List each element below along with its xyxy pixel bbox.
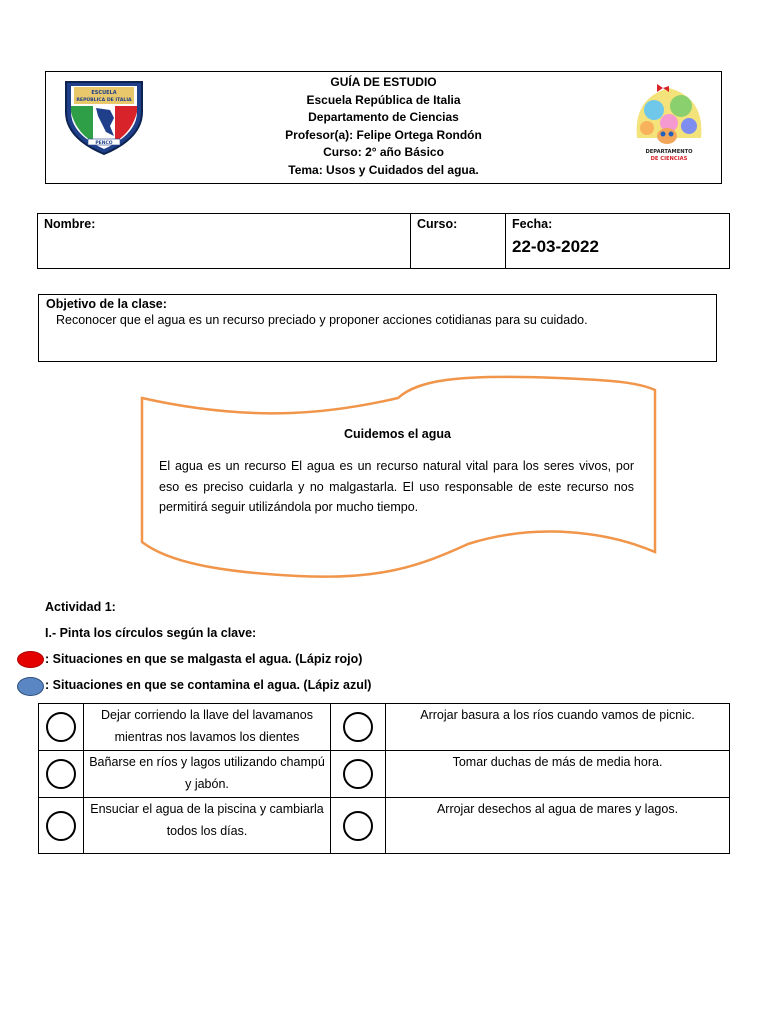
header-box (45, 71, 722, 184)
red-key-swatch (17, 651, 44, 668)
activity-title: Actividad 1: (45, 600, 116, 614)
objective-title: Objetivo de la clase: (46, 297, 167, 311)
table-row (39, 704, 730, 751)
name-cell[interactable] (38, 214, 411, 268)
blue-key-swatch (17, 677, 44, 696)
situation-text: Arrojar desechos al agua de mares y lagos. (386, 798, 730, 854)
paint-circle[interactable] (46, 712, 76, 742)
table-row (39, 751, 730, 798)
course-cell[interactable] (411, 214, 506, 268)
date-value: 22-03-2022 (512, 237, 599, 256)
dept-logo-caption-2: DE CIENCIAS (650, 156, 688, 162)
crest-bottom-text: PENCO (95, 141, 113, 146)
circle-cell[interactable] (39, 704, 84, 751)
situation-text: Bañarse en ríos y lagos utilizando champú y jabón. (84, 751, 331, 798)
situation-text: Dejar corriendo la llave del lavamanos mientras nos lavamos los dientes (84, 704, 331, 751)
crest-top-text: ESCUELA (91, 90, 117, 96)
paint-circle[interactable] (46, 811, 76, 841)
situation-text: Arrojar basura a los ríos cuando vamos de picnic. (386, 704, 730, 751)
paint-circle[interactable] (343, 811, 373, 841)
school-crest-logo (56, 76, 152, 156)
header-department: Departamento de Ciencias (308, 110, 459, 124)
objective-text: Reconocer que el agua es un recurso preciado y proponer acciones cotidianas para su cuidado. (56, 313, 588, 327)
scroll-title: Cuidemos el agua (344, 427, 451, 441)
circle-cell[interactable] (331, 798, 386, 854)
paint-circle[interactable] (343, 712, 373, 742)
situation-text: Tomar duchas de más de media hora. (386, 751, 730, 798)
table-row (39, 798, 730, 854)
header-teacher: Profesor(a): Felipe Ortega Rondón (285, 127, 482, 142)
header-course: Curso: 2° año Básico (323, 145, 444, 159)
situation-text: Ensuciar el agua de la piscina y cambiarla todos los días. (84, 798, 331, 854)
header-topic: Tema: Usos y Cuidados del agua. (288, 162, 479, 177)
dept-logo-caption-1: DEPARTAMENTO (645, 149, 693, 155)
paint-circle[interactable] (46, 759, 76, 789)
course-label: Curso: (417, 217, 458, 231)
objective-box (38, 294, 717, 362)
name-label: Nombre: (44, 217, 96, 231)
header-guide-title: GUÍA DE ESTUDIO (330, 75, 437, 89)
circle-cell[interactable] (331, 704, 386, 751)
activity-table (38, 703, 730, 854)
date-cell[interactable] (506, 214, 729, 268)
science-department-logo (629, 78, 709, 164)
circle-cell[interactable] (39, 751, 84, 798)
paint-circle[interactable] (343, 759, 373, 789)
crest-name-text: REPÚBLICA DE ITALIA (76, 98, 132, 103)
blue-key-label: : Situaciones en que se contamina el agua. (Lápiz azul) (45, 678, 372, 692)
circle-cell[interactable] (331, 751, 386, 798)
student-info-table (37, 213, 730, 269)
date-label: Fecha: (512, 217, 553, 231)
activity-instruction: I.- Pinta los círculos según la clave: (45, 626, 257, 640)
scroll-body: El agua es un recurso El agua es un recurso natural vital para los seres vivos, por eso es preciso cuidarla y no malgastarla. El uso responsable de este recurso nos permitirá seguir utilizándola por mucho tiempo. (159, 459, 634, 514)
circle-cell[interactable] (39, 798, 84, 854)
header-school: Escuela República de Italia (306, 92, 461, 107)
red-key-label: : Situaciones en que se malgasta el agua. (Lápiz rojo) (45, 652, 363, 666)
